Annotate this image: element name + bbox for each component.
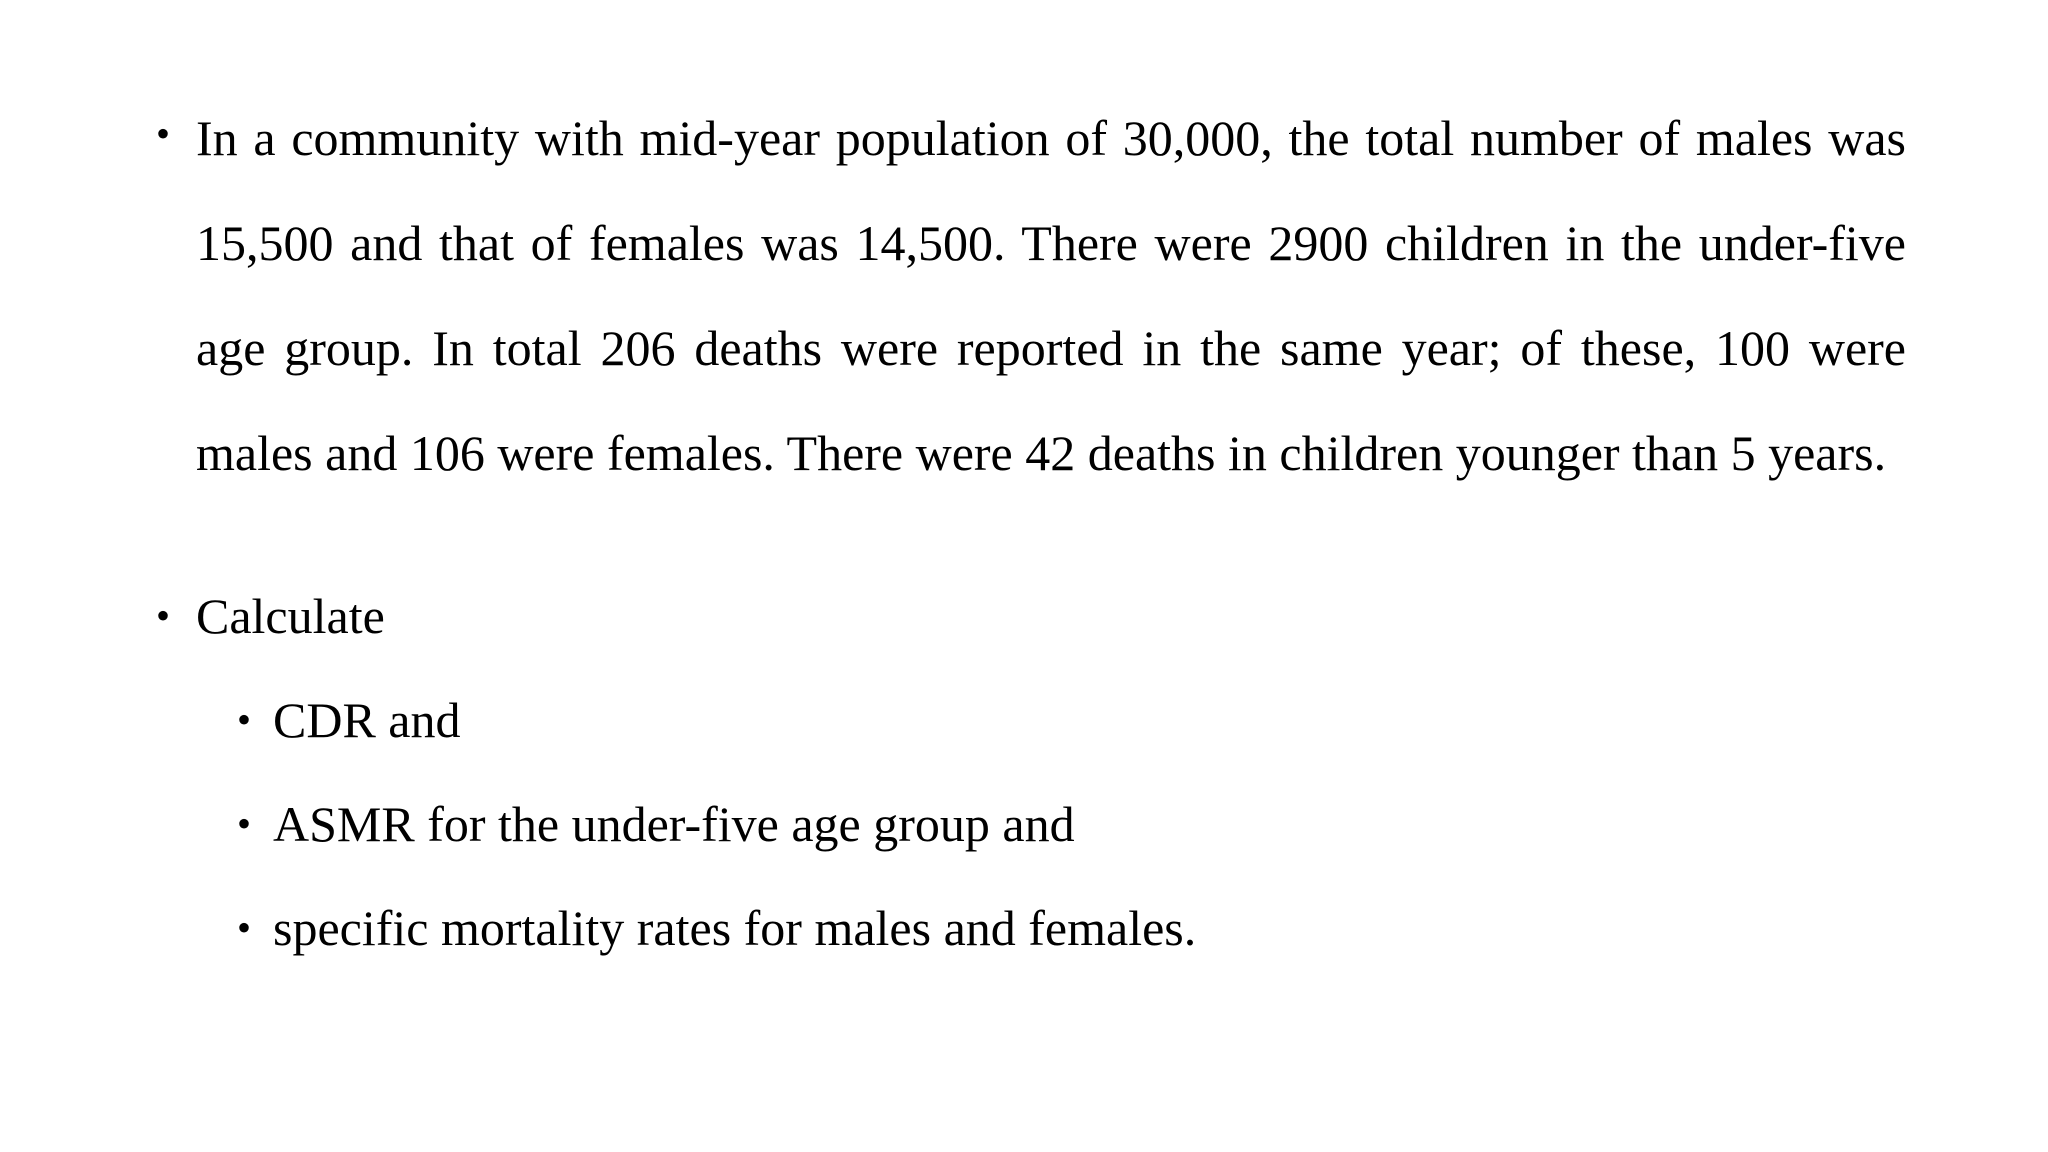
- problem-statement-text: In a community with mid-year population of 30,000, the total number of males was 15,500 and that of females was 14,500. There were 2900 children in the under-five age group. In total 206 deaths were reported in the same year; of these, 100 were males and 106 were females. There were 42 deaths in children younger than 5 years.: [196, 110, 1906, 481]
- sub-bullet-specific-mortality: [237, 888, 1197, 981]
- bullet-calculate: [156, 576, 385, 669]
- calculate-text: Calculate: [196, 588, 385, 644]
- bullet-marker: •: [156, 593, 171, 638]
- sub-bullet-text: CDR and: [273, 692, 461, 748]
- sub-bullet-cdr: [237, 680, 461, 773]
- sub-bullet-text: ASMR for the under-five age group and: [273, 796, 1075, 852]
- sub-bullet-asmr: [237, 784, 1075, 877]
- bullet-problem-statement: [156, 92, 1906, 512]
- sub-bullet-marker: •: [237, 905, 252, 950]
- sub-bullet-marker: •: [237, 801, 252, 846]
- sub-bullet-text: specific mortality rates for males and females.: [273, 900, 1197, 956]
- bullet-marker: •: [156, 111, 171, 156]
- sub-bullet-marker: •: [237, 697, 252, 742]
